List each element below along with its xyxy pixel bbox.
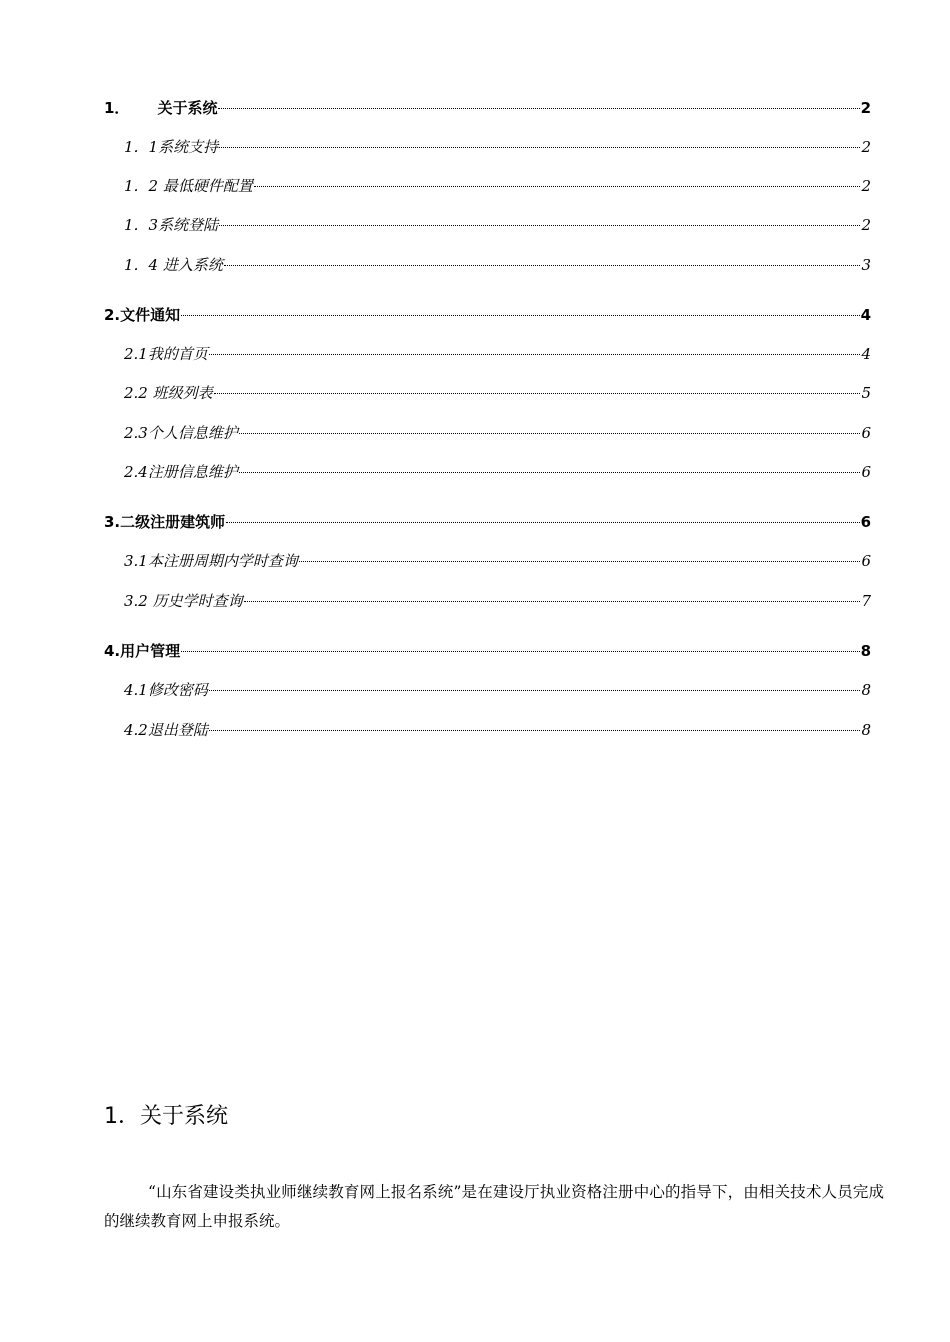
toc-label: 2.文件通知 bbox=[104, 306, 181, 324]
toc-leader bbox=[181, 651, 859, 652]
toc-leader bbox=[218, 108, 859, 109]
toc-leader bbox=[181, 315, 859, 316]
toc-entry-1-3[interactable] bbox=[124, 215, 871, 235]
toc-entry-2-1[interactable] bbox=[124, 344, 871, 364]
section-paragraph: “山东省建设类执业师继续教育网上报名系统”是在建设厅执业资格注册中心的指导下，由相关技术人员完成的继续教育网上申报系统。 bbox=[104, 1183, 884, 1230]
toc-page-number: 6 bbox=[860, 513, 871, 531]
toc-leader bbox=[209, 690, 861, 691]
toc-entry-2-3[interactable] bbox=[124, 423, 871, 443]
toc-entry-1-1[interactable] bbox=[124, 137, 871, 157]
toc-page-number: 2 bbox=[861, 216, 871, 234]
toc-leader bbox=[209, 730, 861, 731]
toc-entry-1-2[interactable] bbox=[124, 176, 871, 196]
toc-page-number: 8 bbox=[861, 681, 871, 699]
toc-label: 1．1系统支持 bbox=[124, 138, 219, 156]
toc-label: 3.二级注册建筑师 bbox=[104, 513, 226, 531]
toc-label: 1．2 最低硬件配置 bbox=[124, 177, 253, 195]
toc-page-number: 6 bbox=[861, 552, 871, 570]
toc-label: 2.3个人信息维护 bbox=[124, 424, 238, 442]
toc-leader bbox=[226, 522, 859, 523]
toc-entry-3-1[interactable] bbox=[124, 551, 871, 571]
toc-label: 1．4 进入系统 bbox=[124, 256, 223, 274]
toc-leader bbox=[299, 561, 861, 562]
toc-page-number: 4 bbox=[860, 306, 871, 324]
toc-page-number: 2 bbox=[861, 138, 871, 156]
toc-leader bbox=[244, 601, 861, 602]
toc-entry-3[interactable] bbox=[104, 512, 871, 532]
toc-label: 1．3系统登陆 bbox=[124, 216, 219, 234]
toc-entry-1[interactable] bbox=[104, 98, 871, 118]
toc-label: 1． 关于系统 bbox=[104, 99, 218, 117]
toc-entry-2-2[interactable] bbox=[124, 383, 871, 403]
toc-leader bbox=[239, 472, 861, 473]
toc-page-number: 2 bbox=[861, 177, 871, 195]
toc-entry-4-2[interactable] bbox=[124, 720, 871, 740]
toc-entry-2-4[interactable] bbox=[124, 462, 871, 482]
toc-entry-4-1[interactable] bbox=[124, 680, 871, 700]
toc-page-number: 8 bbox=[861, 721, 871, 739]
toc-page-number: 4 bbox=[861, 345, 871, 363]
toc-entry-1-4[interactable] bbox=[124, 255, 871, 275]
toc-label: 4.1修改密码 bbox=[124, 681, 208, 699]
toc-page-number: 6 bbox=[861, 424, 871, 442]
toc-label: 2.2 班级列表 bbox=[124, 384, 213, 402]
toc-leader bbox=[224, 265, 861, 266]
toc-page-number: 3 bbox=[861, 256, 871, 274]
toc-page-number: 5 bbox=[861, 384, 871, 402]
toc-page-number: 7 bbox=[861, 592, 871, 610]
toc-entry-4[interactable] bbox=[104, 641, 871, 661]
toc-entry-2[interactable] bbox=[104, 305, 871, 325]
toc-leader bbox=[219, 147, 860, 148]
toc-page-number: 8 bbox=[860, 642, 871, 660]
toc-page-number: 2 bbox=[860, 99, 871, 117]
toc-leader bbox=[214, 393, 861, 394]
toc-label: 2.4注册信息维护 bbox=[124, 463, 238, 481]
toc-leader bbox=[254, 186, 861, 187]
toc-leader bbox=[239, 433, 861, 434]
toc-page-number: 6 bbox=[861, 463, 871, 481]
toc-label: 4.2退出登陆 bbox=[124, 721, 208, 739]
toc-label: 3.2 历史学时查询 bbox=[124, 592, 243, 610]
toc-label: 2.1我的首页 bbox=[124, 345, 208, 363]
toc-label: 4.用户管理 bbox=[104, 642, 181, 660]
section-heading: 1．关于系统 bbox=[104, 1104, 228, 1129]
toc-leader bbox=[209, 354, 861, 355]
toc-entry-3-2[interactable] bbox=[124, 591, 871, 611]
toc-label: 3.1本注册周期内学时查询 bbox=[124, 552, 298, 570]
toc-leader bbox=[219, 225, 860, 226]
